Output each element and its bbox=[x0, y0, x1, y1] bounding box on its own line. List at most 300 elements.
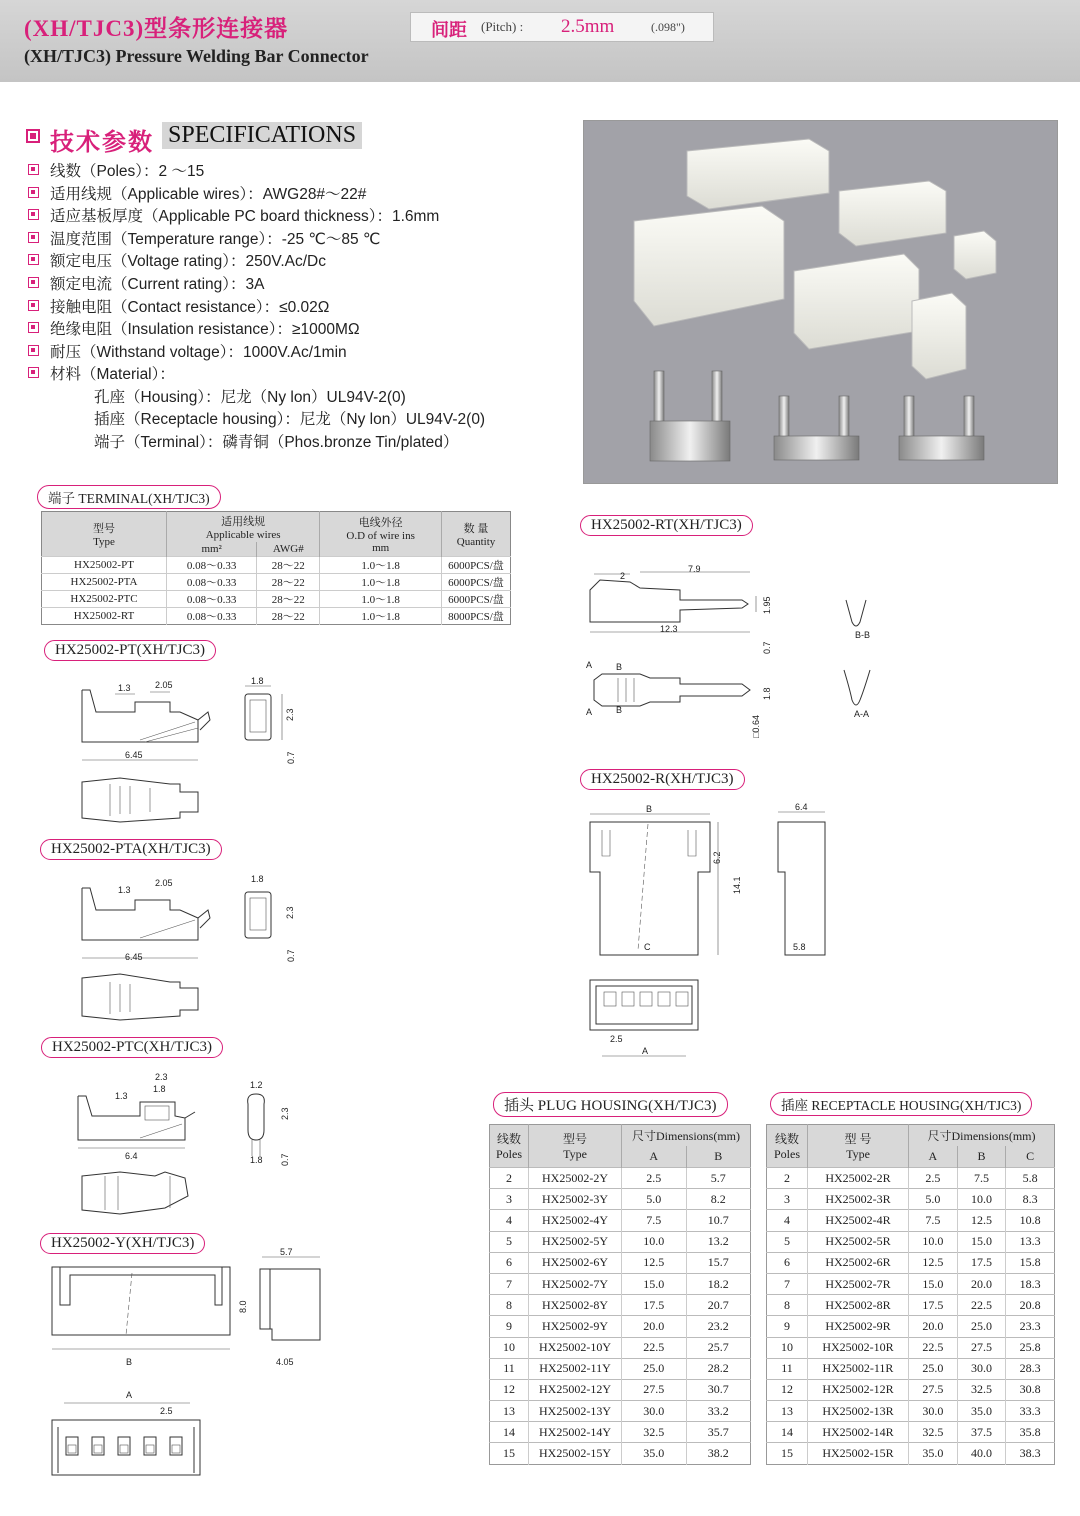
table-cell: 38.2 bbox=[686, 1443, 751, 1464]
table-row bbox=[490, 1231, 751, 1252]
ptc-dim-5: 1.2 bbox=[250, 1080, 263, 1090]
table-cell: 5.7 bbox=[686, 1168, 751, 1189]
rt-aa-section bbox=[844, 670, 870, 705]
table-row bbox=[490, 1189, 751, 1210]
table-cell: 12.5 bbox=[909, 1252, 958, 1273]
table-cell: 22.5 bbox=[909, 1337, 958, 1358]
table-cell: 20.0 bbox=[909, 1316, 958, 1337]
pt-side-view bbox=[82, 690, 210, 760]
qty-header-en: Quantity bbox=[456, 536, 496, 548]
table-cell: 15 bbox=[767, 1443, 808, 1464]
rt-bb-label: B-B bbox=[855, 630, 871, 640]
qty-header-cn: 数 量 bbox=[463, 523, 489, 535]
pta-dim-5: 2.3 bbox=[285, 906, 295, 919]
table-cell: 23.2 bbox=[686, 1316, 751, 1337]
table-cell: 5.0 bbox=[622, 1189, 687, 1210]
table-cell: HX25002-6R bbox=[808, 1252, 909, 1273]
pta-dim-2: 2.05 bbox=[155, 878, 173, 888]
table-cell: 28.2 bbox=[686, 1358, 751, 1379]
table-row bbox=[490, 1379, 751, 1400]
rt-a-label: A bbox=[586, 660, 593, 670]
table-cell: 10.8 bbox=[1006, 1210, 1055, 1231]
table-cell: 12.5 bbox=[622, 1252, 687, 1273]
table-cell: 7.5 bbox=[622, 1210, 687, 1231]
spec-item: 适用线规（Applicable wires）：AWG28#～22# bbox=[50, 186, 367, 203]
bullet-icon bbox=[28, 277, 39, 288]
receptacle-housing-table bbox=[766, 1124, 1055, 1465]
table-cell: HX25002-10Y bbox=[529, 1337, 622, 1358]
rt-b-label-bottom: B bbox=[616, 705, 623, 715]
table-cell: HX25002-12R bbox=[808, 1379, 909, 1400]
material-item: 孔座（Housing）：尼龙（Ny lon）UL94V-2(0) bbox=[94, 389, 406, 406]
spec-item: 材料（Material）： bbox=[50, 366, 175, 383]
pt-dim-2: 2.05 bbox=[155, 680, 173, 690]
table-cell: 7 bbox=[490, 1273, 529, 1294]
table-cell: 2.5 bbox=[622, 1168, 687, 1189]
table-cell: 32.5 bbox=[622, 1422, 687, 1443]
table-cell: 8 bbox=[767, 1295, 808, 1316]
dims-header: 尺寸Dimensions(mm) bbox=[909, 1125, 1055, 1147]
table-row bbox=[490, 1316, 751, 1337]
table-cell: 18.3 bbox=[1006, 1273, 1055, 1294]
table-header-row bbox=[42, 512, 511, 543]
rt-dim-5: 0.7 bbox=[762, 641, 772, 654]
terminal-table bbox=[41, 511, 511, 625]
rt-dim-3: 1.95 bbox=[762, 596, 772, 614]
table-cell: 15.0 bbox=[957, 1231, 1006, 1252]
spec-heading-en: SPECIFICATIONS bbox=[162, 122, 362, 149]
table-header-row bbox=[767, 1125, 1055, 1147]
table-cell: 20.0 bbox=[957, 1273, 1006, 1294]
table-cell: 30.0 bbox=[909, 1401, 958, 1422]
table-cell: HX25002-13Y bbox=[529, 1401, 622, 1422]
pt-section-label: HX25002-PT(XH/TJC3) bbox=[44, 640, 216, 661]
table-cell: 3 bbox=[767, 1189, 808, 1210]
table-cell: 9 bbox=[490, 1316, 529, 1337]
table-cell: 17.5 bbox=[622, 1295, 687, 1316]
table-row bbox=[767, 1210, 1055, 1231]
type-header-cn: 型号 bbox=[93, 523, 115, 535]
table-cell: 5.8 bbox=[1006, 1168, 1055, 1189]
pt-end-view-inner bbox=[250, 700, 266, 732]
table-cell: HX25002-4Y bbox=[529, 1210, 622, 1231]
ptc-dim-4: 6.4 bbox=[125, 1151, 138, 1161]
table-cell: 10.0 bbox=[957, 1189, 1006, 1210]
table-cell: 1.0～1.8 bbox=[320, 608, 442, 625]
table-cell: 8.2 bbox=[686, 1189, 751, 1210]
table-cell: 15.8 bbox=[1006, 1252, 1055, 1273]
table-cell: 3 bbox=[490, 1189, 529, 1210]
page-title-cn: (XH/TJC3)型条形连接器 bbox=[24, 16, 289, 41]
table-cell: 35.7 bbox=[686, 1422, 751, 1443]
terminal-section-label: 端子 TERMINAL(XH/TJC3) bbox=[37, 485, 221, 509]
table-cell: 30.0 bbox=[622, 1401, 687, 1422]
table-cell: 10.0 bbox=[622, 1231, 687, 1252]
type-header bbox=[808, 1125, 909, 1168]
wires-header-en: Applicable wires bbox=[205, 529, 281, 541]
table-cell: HX25002-13R bbox=[808, 1401, 909, 1422]
table-row bbox=[490, 1401, 751, 1422]
r-dim-2: 6.2 bbox=[712, 851, 722, 864]
ptc-dim-1: 2.3 bbox=[155, 1072, 168, 1082]
table-row bbox=[490, 1210, 751, 1231]
poles-header-en: Poles bbox=[773, 1147, 800, 1161]
table-cell: HX25002-14R bbox=[808, 1422, 909, 1443]
qty-header bbox=[442, 512, 511, 557]
table-cell: 5 bbox=[767, 1231, 808, 1252]
pitch-label-cn: 间距 bbox=[431, 20, 467, 40]
ptc-drawing bbox=[60, 1068, 320, 1228]
rt-section-label: HX25002-RT(XH/TJC3) bbox=[580, 515, 753, 536]
table-cell: 27.5 bbox=[622, 1379, 687, 1400]
pta-section-label: HX25002-PTA(XH/TJC3) bbox=[40, 839, 222, 860]
table-cell: 10.7 bbox=[686, 1210, 751, 1231]
table-row bbox=[767, 1443, 1055, 1464]
table-cell: HX25002-3Y bbox=[529, 1189, 622, 1210]
bullet-icon bbox=[28, 232, 39, 243]
page-title-en: (XH/TJC3) Pressure Welding Bar Connector bbox=[24, 46, 369, 66]
type-header bbox=[529, 1125, 622, 1168]
poles-header-cn: 线数 bbox=[774, 1132, 799, 1146]
table-cell: 35.0 bbox=[909, 1443, 958, 1464]
poles-header bbox=[767, 1125, 808, 1168]
table-cell: HX25002-PTC bbox=[42, 591, 167, 608]
table-cell: HX25002-14Y bbox=[529, 1422, 622, 1443]
table-row bbox=[767, 1316, 1055, 1337]
r-dim-c: C bbox=[644, 942, 651, 952]
table-cell: 2.5 bbox=[909, 1168, 958, 1189]
table-cell: 13.3 bbox=[1006, 1231, 1055, 1252]
ptc-dim-3: 1.8 bbox=[153, 1084, 166, 1094]
table-cell: HX25002-8Y bbox=[529, 1295, 622, 1316]
rt-dim-1: 2 bbox=[620, 571, 626, 581]
table-cell: 11 bbox=[767, 1358, 808, 1379]
y-section-label: HX25002-Y(XH/TJC3) bbox=[40, 1233, 205, 1254]
table-cell: 15 bbox=[490, 1443, 529, 1464]
table-cell: HX25002-11Y bbox=[529, 1358, 622, 1379]
table-row bbox=[490, 1273, 751, 1294]
table-row bbox=[767, 1422, 1055, 1443]
table-cell: HX25002-7R bbox=[808, 1273, 909, 1294]
table-cell: 27.5 bbox=[909, 1379, 958, 1400]
table-row bbox=[767, 1379, 1055, 1400]
table-row bbox=[767, 1295, 1055, 1316]
awg-header: AWG# bbox=[257, 542, 320, 557]
table-cell: HX25002-12Y bbox=[529, 1379, 622, 1400]
table-cell: 6000PCS/盘 bbox=[442, 574, 511, 591]
y-dim-2: 8.0 bbox=[238, 1300, 248, 1313]
r-section-label: HX25002-R(XH/TJC3) bbox=[580, 769, 745, 790]
od-header-unit: mm bbox=[372, 542, 390, 554]
table-cell: 25.0 bbox=[909, 1358, 958, 1379]
table-cell: 4 bbox=[490, 1210, 529, 1231]
rt-drawing bbox=[580, 560, 900, 755]
table-row bbox=[767, 1231, 1055, 1252]
table-cell: 25.8 bbox=[1006, 1337, 1055, 1358]
connector-photo-illustration bbox=[584, 121, 1057, 483]
od-header bbox=[320, 512, 442, 557]
pta-top-view bbox=[82, 974, 198, 1020]
spec-item: 绝缘电阻（Insulation resistance）：≥1000MΩ bbox=[50, 321, 360, 338]
table-cell: HX25002-RT bbox=[42, 608, 167, 625]
pitch-inch: (.098") bbox=[651, 20, 685, 34]
table-cell: 6 bbox=[490, 1252, 529, 1273]
od-header-cn: 电线外径 bbox=[358, 517, 403, 529]
pta-end-view-inner bbox=[250, 898, 266, 930]
r-dim-a: A bbox=[642, 1046, 649, 1056]
table-cell: 14 bbox=[490, 1422, 529, 1443]
ptc-dim-6: 2.3 bbox=[280, 1107, 290, 1120]
plug-table-body bbox=[490, 1168, 751, 1465]
spec-heading-cn: 技术参数 bbox=[50, 129, 154, 156]
r-dim-3: 14.1 bbox=[732, 876, 742, 894]
bullet-icon bbox=[28, 254, 39, 265]
table-cell: 2 bbox=[767, 1168, 808, 1189]
table-row bbox=[767, 1401, 1055, 1422]
table-cell: 35.8 bbox=[1006, 1422, 1055, 1443]
bullet-icon bbox=[28, 345, 39, 356]
table-cell: HX25002-4R bbox=[808, 1210, 909, 1231]
pta-end-view bbox=[245, 892, 271, 938]
table-cell: HX25002-5Y bbox=[529, 1231, 622, 1252]
table-cell: 1.0～1.8 bbox=[320, 574, 442, 591]
rt-aa-label: A-A bbox=[854, 709, 870, 719]
bullet-icon bbox=[28, 187, 39, 198]
material-item: 插座（Receptacle housing）：尼龙（Ny lon）UL94V-2(0) bbox=[94, 411, 486, 428]
table-cell: 14 bbox=[767, 1422, 808, 1443]
table-cell: 13.2 bbox=[686, 1231, 751, 1252]
table-cell: HX25002-5R bbox=[808, 1231, 909, 1252]
y-dim-1: 5.7 bbox=[280, 1247, 293, 1257]
table-cell: 7.5 bbox=[909, 1210, 958, 1231]
product-photo bbox=[583, 120, 1058, 484]
y-drawing bbox=[40, 1245, 340, 1480]
table-cell: 0.08～0.33 bbox=[167, 574, 257, 591]
table-header-row bbox=[490, 1125, 751, 1147]
table-cell: 8 bbox=[490, 1295, 529, 1316]
r-dim-b: B bbox=[646, 804, 653, 814]
pta-dim-3: 6.45 bbox=[125, 952, 143, 962]
bullet-icon bbox=[28, 322, 39, 333]
type-header-en: Type bbox=[93, 536, 115, 548]
spec-item: 适应基板厚度（Applicable PC board thickness）：1.6mm bbox=[50, 208, 440, 225]
table-row bbox=[42, 591, 511, 608]
ptc-dim-2: 1.3 bbox=[115, 1091, 128, 1101]
table-cell: HX25002-2Y bbox=[529, 1168, 622, 1189]
table-cell: 5.0 bbox=[909, 1189, 958, 1210]
wires-header-cn: 适用线规 bbox=[221, 516, 266, 528]
table-cell: 28～22 bbox=[257, 608, 320, 625]
table-cell: 33.2 bbox=[686, 1401, 751, 1422]
table-cell: 15.0 bbox=[909, 1273, 958, 1294]
table-cell: 7 bbox=[767, 1273, 808, 1294]
mm2-header: mm² bbox=[167, 542, 257, 557]
plug-section-label: 插头 PLUG HOUSING(XH/TJC3) bbox=[493, 1092, 728, 1117]
r-dim-5: 6.4 bbox=[795, 802, 808, 812]
table-row bbox=[490, 1337, 751, 1358]
poles-header bbox=[490, 1125, 529, 1168]
y-side-view bbox=[260, 1257, 320, 1340]
table-row bbox=[490, 1422, 751, 1443]
y-dim-b: B bbox=[126, 1357, 133, 1367]
spec-item: 接触电阻（Contact resistance）：≤0.02Ω bbox=[50, 299, 330, 316]
pitch-box bbox=[410, 12, 714, 42]
ptc-end-view bbox=[248, 1094, 265, 1140]
table-cell: HX25002-PT bbox=[42, 557, 167, 574]
table-cell: HX25002-9Y bbox=[529, 1316, 622, 1337]
table-cell: HX25002-2R bbox=[808, 1168, 909, 1189]
table-cell: 11 bbox=[490, 1358, 529, 1379]
a-header: A bbox=[909, 1146, 958, 1168]
ptc-top-view bbox=[82, 1172, 188, 1214]
table-cell: 12 bbox=[767, 1379, 808, 1400]
table-cell: 25.0 bbox=[622, 1358, 687, 1379]
poles-header-cn: 线数 bbox=[496, 1132, 521, 1146]
c-header: C bbox=[1006, 1146, 1055, 1168]
table-cell: 35.0 bbox=[957, 1401, 1006, 1422]
table-cell: 10 bbox=[767, 1337, 808, 1358]
table-cell: HX25002-3R bbox=[808, 1189, 909, 1210]
table-cell: 25.7 bbox=[686, 1337, 751, 1358]
table-row bbox=[42, 608, 511, 625]
y-dim-4: 4.05 bbox=[276, 1357, 294, 1367]
table-cell: 6 bbox=[767, 1252, 808, 1273]
table-cell: 22.5 bbox=[957, 1295, 1006, 1316]
table-cell: 10.0 bbox=[909, 1231, 958, 1252]
rt-dim-6: 1.8 bbox=[762, 687, 772, 700]
table-cell: 17.5 bbox=[957, 1252, 1006, 1273]
table-cell: HX25002-10R bbox=[808, 1337, 909, 1358]
table-cell: 20.0 bbox=[622, 1316, 687, 1337]
type-header bbox=[42, 512, 167, 557]
pt-dim-1: 1.3 bbox=[118, 683, 131, 693]
b-header: B bbox=[957, 1146, 1006, 1168]
pta-dim-1: 1.3 bbox=[118, 885, 131, 895]
table-cell: 15.7 bbox=[686, 1252, 751, 1273]
ptc-dim-7: 1.8 bbox=[250, 1155, 263, 1165]
pt-dim-6: 0.7 bbox=[286, 751, 296, 764]
table-cell: 1.0～1.8 bbox=[320, 591, 442, 608]
pta-drawing bbox=[60, 870, 320, 1030]
y-bottom-view bbox=[52, 1420, 200, 1475]
table-cell: 6000PCS/盘 bbox=[442, 557, 511, 574]
table-cell: 32.5 bbox=[909, 1422, 958, 1443]
table-cell: 22.5 bbox=[622, 1337, 687, 1358]
table-cell: 27.5 bbox=[957, 1337, 1006, 1358]
table-cell: 20.7 bbox=[686, 1295, 751, 1316]
poles-header-en: Poles bbox=[495, 1147, 522, 1161]
rt-side-view bbox=[590, 572, 756, 632]
rt-b-label: B bbox=[616, 662, 623, 672]
table-cell: 32.5 bbox=[957, 1379, 1006, 1400]
pitch-label-en: (Pitch) : bbox=[481, 19, 524, 34]
table-cell: 4 bbox=[767, 1210, 808, 1231]
rt-dim-4: 12.3 bbox=[660, 624, 678, 634]
table-cell: 13 bbox=[767, 1401, 808, 1422]
type-header-cn: 型号 bbox=[562, 1132, 587, 1146]
table-cell: HX25002-15Y bbox=[529, 1443, 622, 1464]
a-header: A bbox=[622, 1146, 687, 1168]
table-cell: 0.08～0.33 bbox=[167, 608, 257, 625]
dims-header: 尺寸Dimensions(mm) bbox=[622, 1125, 751, 1147]
table-cell: 33.3 bbox=[1006, 1401, 1055, 1422]
table-cell: 37.5 bbox=[957, 1422, 1006, 1443]
table-cell: 12 bbox=[490, 1379, 529, 1400]
r-dim-6: 5.8 bbox=[793, 942, 806, 952]
spec-item: 额定电压（Voltage rating）：250V.Ac/Dc bbox=[50, 253, 326, 270]
plug-housing-table bbox=[489, 1124, 751, 1465]
rt-dim-7: □0.64 bbox=[751, 715, 761, 738]
table-cell: 30.8 bbox=[1006, 1379, 1055, 1400]
spec-item: 温度范围（Temperature range）：-25 ℃～85 ℃ bbox=[50, 231, 381, 248]
r-bottom-view bbox=[590, 980, 698, 1056]
wires-header bbox=[167, 512, 320, 543]
ptc-dim-8: 0.7 bbox=[280, 1153, 290, 1166]
table-cell: 6000PCS/盘 bbox=[442, 591, 511, 608]
table-row bbox=[767, 1189, 1055, 1210]
r-side-view bbox=[778, 812, 825, 955]
table-cell: HX25002-8R bbox=[808, 1295, 909, 1316]
table-row bbox=[767, 1273, 1055, 1294]
pt-drawing bbox=[60, 672, 320, 832]
pt-dim-4: 1.8 bbox=[251, 676, 264, 686]
b-header: B bbox=[686, 1146, 751, 1168]
table-cell: 10 bbox=[490, 1337, 529, 1358]
table-cell: 28.3 bbox=[1006, 1358, 1055, 1379]
pt-dim-3: 6.45 bbox=[125, 750, 143, 760]
rt-a-label-bottom: A bbox=[586, 707, 593, 717]
terminal-table-body bbox=[42, 557, 511, 625]
table-cell: 0.08～0.33 bbox=[167, 557, 257, 574]
table-cell: 25.0 bbox=[957, 1316, 1006, 1337]
table-cell: 28～22 bbox=[257, 557, 320, 574]
table-cell: 35.0 bbox=[622, 1443, 687, 1464]
table-row bbox=[767, 1358, 1055, 1379]
y-dim-a: A bbox=[126, 1390, 133, 1400]
rt-dim-2: 7.9 bbox=[688, 564, 701, 574]
bullet-icon bbox=[28, 300, 39, 311]
pt-end-view bbox=[245, 694, 271, 740]
type-header-en: Type bbox=[846, 1147, 870, 1161]
table-cell: 7.5 bbox=[957, 1168, 1006, 1189]
pt-dim-5: 2.3 bbox=[285, 708, 295, 721]
table-cell: 8.3 bbox=[1006, 1189, 1055, 1210]
table-row bbox=[42, 574, 511, 591]
receptacle-section-label: 插座 RECEPTACLE HOUSING(XH/TJC3) bbox=[770, 1092, 1032, 1116]
table-cell: 30.0 bbox=[957, 1358, 1006, 1379]
table-cell: 28～22 bbox=[257, 591, 320, 608]
table-cell: HX25002-PTA bbox=[42, 574, 167, 591]
table-cell: 5 bbox=[490, 1231, 529, 1252]
spec-item: 线数（Poles）：2 ～15 bbox=[50, 163, 205, 180]
type-header-en: Type bbox=[563, 1147, 587, 1161]
pta-side-view bbox=[82, 888, 210, 958]
bullet-icon bbox=[28, 209, 39, 220]
pt-top-view bbox=[82, 778, 198, 822]
table-cell: 28～22 bbox=[257, 574, 320, 591]
receptacle-table-body bbox=[767, 1168, 1055, 1465]
rt-bb-section bbox=[846, 600, 866, 626]
table-row bbox=[767, 1337, 1055, 1358]
table-cell: 18.2 bbox=[686, 1273, 751, 1294]
table-row bbox=[42, 557, 511, 574]
pta-dim-4: 1.8 bbox=[251, 874, 264, 884]
y-dim-pitch: 2.5 bbox=[160, 1406, 173, 1416]
table-cell: HX25002-6Y bbox=[529, 1252, 622, 1273]
table-cell: HX25002-9R bbox=[808, 1316, 909, 1337]
table-row bbox=[490, 1358, 751, 1379]
r-dim-pitch: 2.5 bbox=[610, 1034, 623, 1044]
